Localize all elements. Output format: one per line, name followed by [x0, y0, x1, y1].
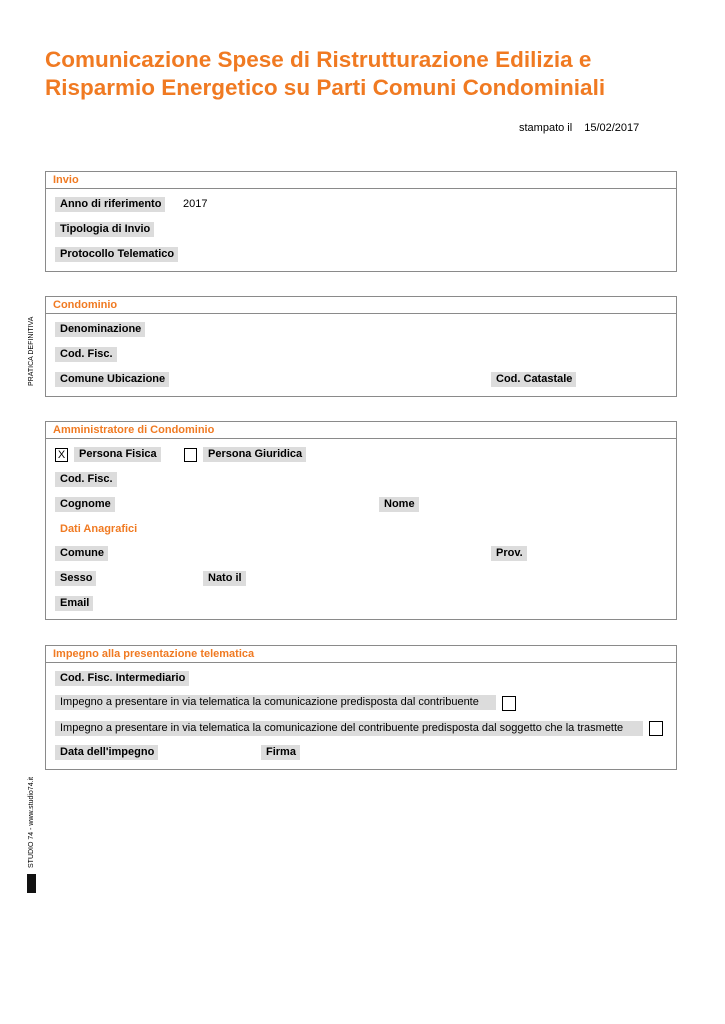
title-line-2: Risparmio Energetico su Parti Comuni Condominiali	[45, 75, 606, 100]
intermediario-label: Cod. Fisc. Intermediario	[55, 671, 189, 686]
print-date-row	[519, 122, 639, 134]
firma-label: Firma	[261, 745, 300, 760]
persona-fisica-checkbox[interactable]: X	[55, 448, 68, 462]
section-impegno	[45, 645, 677, 770]
anno-value: 2017	[183, 198, 208, 210]
impegno-option-1-checkbox[interactable]	[502, 696, 516, 711]
impegno-option-2-label: Impegno a presentare in via telematica la comunicazione del contribuente predisposta dal soggetto che la trasmette	[55, 721, 643, 736]
nato-il-label: Nato il	[203, 571, 246, 586]
data-impegno-label: Data dell'impegno	[55, 745, 158, 760]
title-line-1: Comunicazione Spese di Ristrutturazione Edilizia e	[45, 47, 592, 72]
comune-label: Comune	[55, 546, 108, 561]
cod-catastale-label: Cod. Catastale	[491, 372, 576, 387]
anno-label: Anno di riferimento	[55, 197, 165, 212]
section-invio	[45, 171, 677, 272]
section-condominio-title: Condominio	[46, 297, 676, 314]
comune-ubicazione-label: Comune Ubicazione	[55, 372, 169, 387]
tipologia-label: Tipologia di Invio	[55, 222, 154, 237]
section-condominio	[45, 296, 677, 397]
section-amministratore-title: Amministratore di Condominio	[46, 422, 676, 439]
dati-anagrafici-heading: Dati Anagrafici	[60, 523, 138, 535]
persona-giuridica-label: Persona Giuridica	[203, 447, 306, 462]
page-title	[45, 46, 695, 102]
condominio-codfisc-label: Cod. Fisc.	[55, 347, 117, 362]
section-invio-title: Invio	[46, 172, 676, 189]
impegno-option-2-checkbox[interactable]	[649, 721, 663, 736]
persona-giuridica-checkbox[interactable]	[184, 448, 197, 462]
cognome-label: Cognome	[55, 497, 115, 512]
admin-codfisc-label: Cod. Fisc.	[55, 472, 117, 487]
status-vertical-text: PRATICA DEFINITIVA	[28, 316, 35, 386]
section-amministratore	[45, 421, 677, 620]
prov-label: Prov.	[491, 546, 527, 561]
studio-logo-icon	[27, 874, 36, 893]
persona-fisica-label: Persona Fisica	[74, 447, 161, 462]
protocollo-label: Protocollo Telematico	[55, 247, 178, 262]
brand-vertical-text: STUDIO 74 - www.studio74.it	[28, 776, 35, 868]
nome-label: Nome	[379, 497, 419, 512]
sesso-label: Sesso	[55, 571, 96, 586]
printed-date: 15/02/2017	[584, 122, 640, 134]
impegno-option-1-label: Impegno a presentare in via telematica la comunicazione predisposta dal contribuente	[55, 695, 496, 710]
section-impegno-title: Impegno alla presentazione telematica	[46, 646, 676, 663]
printed-label: stampato il	[519, 122, 573, 134]
email-label: Email	[55, 596, 93, 611]
denominazione-label: Denominazione	[55, 322, 145, 337]
